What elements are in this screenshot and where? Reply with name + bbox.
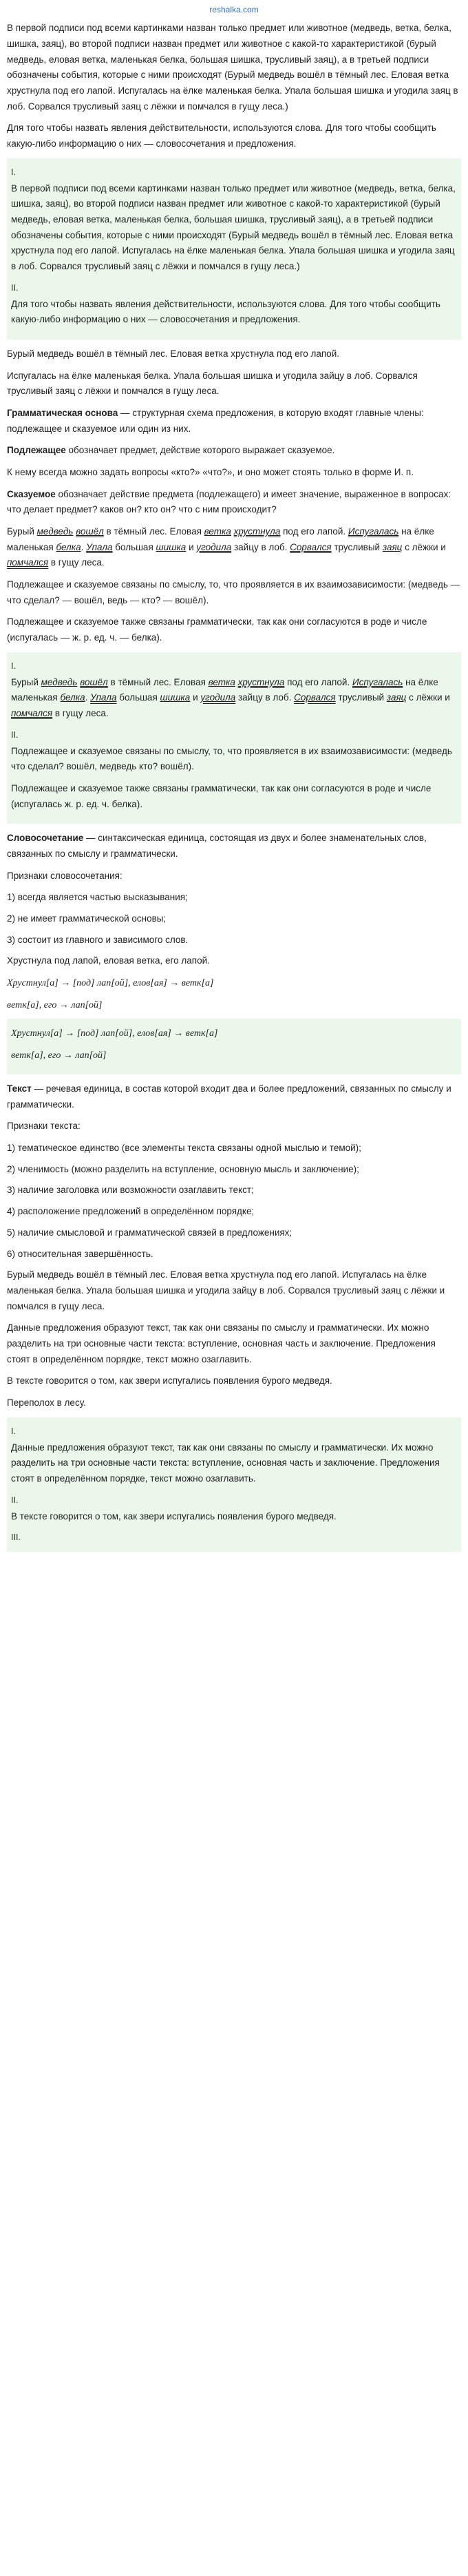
text-segment: Бурый [11,676,41,687]
term-phrase: Словосочетание [7,833,84,844]
text-segment: в гущу леса. [52,708,109,718]
roman-label-ii: II. [11,1495,19,1505]
answer2-marked-text [11,675,457,722]
text-segment: зайцу в лоб. [231,541,290,552]
answer3-paragraph-2: В тексте говорится о том, как звери испугались появления бурого медведя. [11,1510,337,1521]
text-segment: в тёмный лес. Еловая [103,526,204,537]
subject-word: шишка [156,541,187,552]
subject-word: ветка [204,526,231,537]
predicate-word: Упала [86,541,113,552]
phrase-scheme-1-answer: Хрустнул[а] → [под] лап[ой], елов[ая] → ветк[а] [11,1028,218,1039]
text-segment: в тёмный лес. Еловая [107,676,209,687]
subject-word: белка [60,692,85,703]
subject-questions: К нему всегда можно задать вопросы «кто?» «что?», и оно может стоять только в форме И. п. [7,466,414,477]
phrase-scheme-1: Хрустнул[а] → [под] лап[ой], елов[ая] → ветк[а] [7,978,214,989]
answer2-paragraph-2: Подлежащее и сказуемое также связаны грамматически, так как они согласуются в роде и числе (испугалась ж. р. ед. ч. белка). [11,783,432,809]
text-segment: . [81,541,87,552]
text-segment: на ёлке маленькая [7,526,434,552]
subject-word: медведь [41,676,78,687]
predicate-word: Сорвался [294,692,336,703]
predicate-word: Испугалась [352,676,403,687]
text-segment: с лёжки и [406,692,450,703]
text-sign-item: 4) расположение предложений в определённом порядке; [7,1206,255,1217]
predicate-word: помчался [7,557,49,568]
predicate-word: хрустнула [233,526,281,537]
answer-block-3 [7,1417,461,1552]
subject-word: заяц [386,692,407,703]
text-title: Переполох в лесу. [7,1397,86,1408]
predicate-word: угодила [200,692,236,703]
text-segment: трусливый [331,541,383,552]
text-segment: под его лапой. [280,526,348,537]
text-definition-body: — речевая единица, в состав которой входит два и более предложений, связанных по смыслу и грамматически. [7,1083,451,1110]
predicate-word: помчался [11,708,53,718]
predicate-word: Испугалась [348,526,399,537]
grammar-basis-text: — структурная схема предложения, в которую входят главные члены: подлежащее и сказуемое или один из них. [7,407,424,434]
subject-definition [7,443,461,459]
phrase-sign-item: 2) не имеет грамматической основы; [7,913,167,924]
subject-word: медведь [36,526,74,537]
phrase-signs-title: Признаки словосочетания: [7,870,123,881]
text-analysis: Данные предложения образуют текст, так как они связаны по смыслу и грамматически. Их можно разделить на три основные части текста: вступление, основная часть и заключение. Предложения стоят в определённом порядке, текст можно озаглавить. [7,1322,436,1364]
text-segment: и [190,692,201,703]
predicate-word: угодила [196,541,232,552]
roman-label-i: I. [11,661,16,671]
text-sign-item: 3) наличие заголовка или возможности озаглавить текст; [7,1185,254,1196]
text-segment: трусливый [335,692,387,703]
term-grammar-basis: Грамматическая основа [7,407,118,418]
answer1-paragraph-2: Для того чтобы назвать явления действительности, используются слова. Для того чтобы сообщить какую-либо информацию о них — словосочетания и предложения. [11,298,440,325]
answer3-paragraph-1: Данные предложения образуют текст, так как они связаны по смыслу и грамматически. Их можно разделить на три основные части текста: вступление, основная часть и заключение. Предложения стоят в определённом порядке, текст можно озаглавить. [11,1442,440,1484]
predicate-word: хрустнула [237,676,285,687]
term-text: Текст [7,1083,32,1094]
answer2-paragraph-1: Подлежащее и сказуемое связаны по смыслу, то, что проявляется в их взаимозависимости: (медведь что сделал? вошёл, медведь кто? вошёл). [11,745,452,772]
text-segment: на ёлке маленькая [11,676,438,703]
phrase-example: Хрустнула под лапой, еловая ветка, его лапой. [7,955,210,966]
intro-paragraph-2: Для того чтобы назвать явления действительности, используются слова. Для того чтобы сообщить какую-либо информацию о них — словосочетания и предложения. [7,123,436,149]
phrase-sign-item: 1) всегда является частью высказывания; [7,892,188,903]
roman-label-ii: II. [11,729,19,740]
answer-block-1 [7,158,461,340]
text-sign-item: 2) членимость (можно разделить на вступление, основную мысль и заключение); [7,1163,359,1174]
site-link[interactable]: reshalka.com [209,5,259,14]
roman-label-i: I. [11,1426,16,1436]
predicate-word: Упала [90,692,117,703]
text-segment: под его лапой. [284,676,352,687]
intro-paragraph-1: В первой подписи под всеми картинками назван только предмет или животное (медведь, ветка, белка, шишка, заяц), во второй подписи назван предмет или животное с какой-то характеристикой (бурый медведь, еловая ветка, маленькая белка, большая шишка, трусливый заяц), а в третьей подписи обозначены события, которые с ними происходят (Бурый медведь вошёл в тёмный лес. Еловая ветка хрустнула под его лапой. Испугалась на ёлке маленькая белка. Упала большая шишка и угодила заяц в лоб. Сорвался трусливый заяц с лёжки и помчался в гущу леса.) [7,23,458,112]
text-segment: . [85,692,91,703]
subject-word: шишка [160,692,191,703]
predicate-definition [7,487,461,518]
text-segment: и [186,541,197,552]
roman-label-ii: II. [11,282,19,293]
sentences-1: Бурый медведь вошёл в тёмный лес. Еловая ветка хрустнула под его лапой. [7,348,339,359]
text-sign-item: 6) относительная завершённость. [7,1248,153,1259]
answer1-paragraph-1: В первой подписи под всеми картинками назван только предмет или животное (медведь, ветка, белка, шишка, заяц), во второй подписи назван предмет или животное с какой-то характеристикой (бурый медведь, еловая ветка, маленькая белка, большая шишка, трусливый заяц), а в третьей подписи обозначены события, которые с ними происходят (Бурый медведь вошёл в тёмный лес. Еловая ветка хрустнула под его лапой. Испугалась на ёлке маленькая белка. Упала большая шишка и угодила заяц в лоб. Сорвался трусливый заяц с лёжки и помчался в гущу леса.) [11,183,456,271]
phrase-scheme-2: ветк[а], его → лап[ой] [7,999,103,1010]
answer-block-2 [7,652,461,824]
text-sign-item: 1) тематическое единство (все элементы текста связаны одной мыслью и темой); [7,1143,361,1154]
text-segment: зайцу в лоб. [235,692,295,703]
text-segment: с лёжки и [402,541,446,552]
text-segment: большая [116,692,160,703]
text-sample: Бурый медведь вошёл в тёмный лес. Еловая ветка хрустнула под его лапой. Испугалась на ёлке маленькая белка. Упала большая шишка и угодила зайцу в лоб. Сорвался трусливый заяц с лёжки и помчался в гущу леса. [7,1269,445,1311]
sentences-2: Испугалась на ёлке маленькая белка. Упала большая шишка и угодила зайцу в лоб. Сорвался трусливый заяц с лёжки и помчался в гущу леса. [7,370,418,397]
subject-text: обозначает предмет, действие которого выражает сказуемое. [65,445,335,456]
phrase-text: — синтаксическая единица, состоящая из двух и более знаменательных слов, связанных по смыслу и грамматически. [7,833,427,860]
text-definition [7,1081,461,1112]
predicate-word: вошёл [76,526,104,537]
text-topic: В тексте говорится о том, как звери испугались появления бурого медведя. [7,1375,332,1386]
text-segment: большая [112,541,156,552]
predicate-word: Сорвался [290,541,332,552]
subject-word: белка [56,541,81,552]
subject-word: заяц [382,541,403,552]
marked-text [7,524,461,571]
answer-block-scheme [7,1019,461,1074]
text-signs-title: Признаки текста: [7,1121,81,1132]
phrase-definition [7,831,461,862]
term-predicate: Сказуемое [7,488,56,499]
phrase-scheme-2-answer: ветк[а], его → лап[ой] [11,1050,107,1061]
text-sign-item: 5) наличие смысловой и грамматической связей в предложениях; [7,1227,292,1238]
grammar-basis-definition [7,406,461,437]
predicate-word: вошёл [80,676,108,687]
phrase-sign-item: 3) состоит из главного и зависимого слов. [7,934,189,945]
text-segment: в гущу леса. [48,557,105,568]
roman-label-i: I. [11,167,16,177]
text-segment: Бурый [7,526,37,537]
roman-label-iii: III. [11,1533,21,1543]
subject-word: ветка [208,676,235,687]
term-subject: Подлежащее [7,445,66,456]
connection-paragraph-2: Подлежащее и сказуемое также связаны грамматически, так как они согласуются в роде и числе (испугалась — ж. р. ед. ч. — белка). [7,616,427,643]
connection-paragraph-1: Подлежащее и сказуемое связаны по смыслу, то, что проявляется в их взаимозависимости: (медведь — что сделал? — вошёл, ведь — кто? — вошёл). [7,579,460,605]
predicate-text: обозначает действие предмета (подлежащего) и имеет значение, выраженное в вопросах: что делает предмет? каков он? кто он? что с ним происходит? [7,488,451,515]
